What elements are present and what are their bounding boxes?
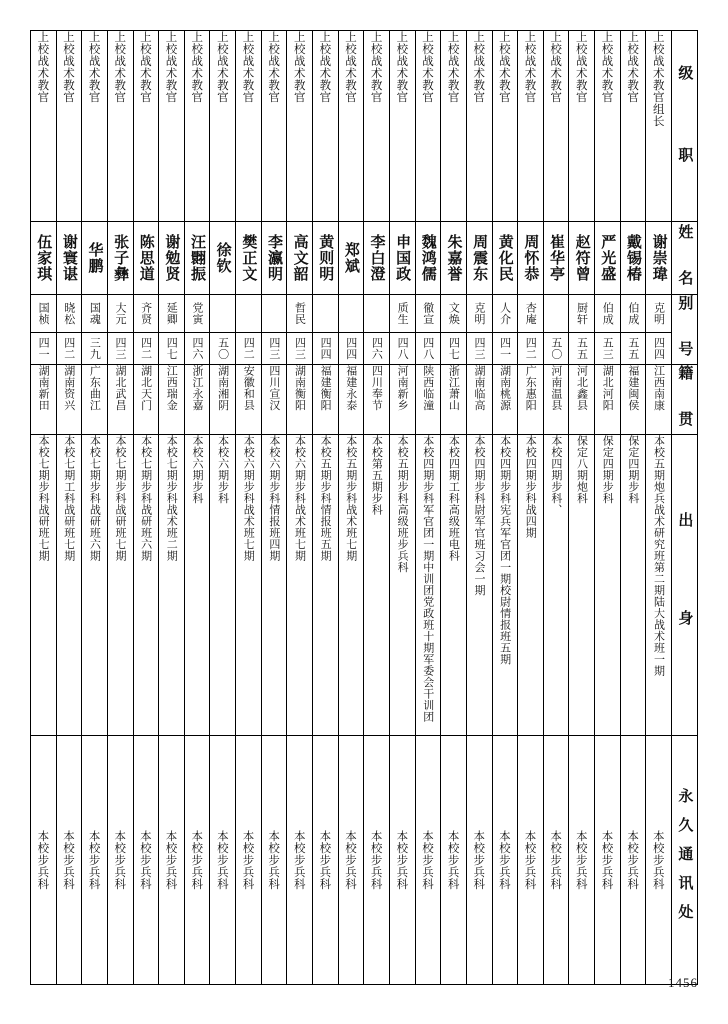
cell-rank: 上校战术教官: [543, 31, 569, 222]
cell-rank: 上校战术教官: [492, 31, 518, 222]
cell-rank: 上校战术教官: [56, 31, 82, 222]
table-row-name: [31, 222, 698, 295]
cell-origin: 本校七期步科战研班七期: [31, 435, 57, 736]
cell-name: 戴锡椿: [620, 222, 646, 295]
cell-alias: 人介: [492, 295, 518, 333]
cell-rank: 上校战术教官: [569, 31, 595, 222]
cell-alias: 徹宣: [415, 295, 441, 333]
cell-address: 本校步兵科: [415, 736, 441, 985]
cell-rank: 上校战术教官: [107, 31, 133, 222]
cell-origin: 本校七期工科战研班七期: [56, 435, 82, 736]
cell-age: 四三: [466, 333, 492, 365]
cell-age: 五五: [569, 333, 595, 365]
cell-address: 本校步兵科: [441, 736, 467, 985]
cell-native-place: 江西瑞金: [159, 365, 185, 435]
cell-name: 李瀛明: [261, 222, 287, 295]
cell-alias: [236, 295, 262, 333]
cell-name: 申国政: [389, 222, 415, 295]
cell-address: 本校步兵科: [82, 736, 108, 985]
cell-native-place: 湖南桃源: [492, 365, 518, 435]
cell-origin: 本校六期步科情报班四期: [261, 435, 287, 736]
cell-name: 周震东: [466, 222, 492, 295]
cell-name: 赵符曾: [569, 222, 595, 295]
cell-alias: 大元: [107, 295, 133, 333]
cell-alias: [364, 295, 390, 333]
cell-origin: 本校五期步科高级班步兵科: [389, 435, 415, 736]
cell-origin: 本校六期步科战术班七期: [236, 435, 262, 736]
cell-native-place: 湖南衡阳: [287, 365, 313, 435]
cell-alias: 国魂: [82, 295, 108, 333]
cell-origin: 本校四期步科宪兵军官团一期校尉情报班五期: [492, 435, 518, 736]
cell-rank: 上校战术教官: [338, 31, 364, 222]
cell-alias: 伯成: [620, 295, 646, 333]
cell-name: 魏鸿儒: [415, 222, 441, 295]
cell-native-place: 广东惠阳: [518, 365, 544, 435]
cell-name: 谢崇瑋: [646, 222, 672, 295]
cell-native-place: 湖南湘阴: [210, 365, 236, 435]
cell-address: 本校步兵科: [543, 736, 569, 985]
cell-age: 四三: [107, 333, 133, 365]
cell-age: 四七: [441, 333, 467, 365]
page-number: 1456: [668, 975, 698, 990]
cell-age: 三九: [82, 333, 108, 365]
cell-native-place: 湖南临高: [466, 365, 492, 435]
cell-alias: [261, 295, 287, 333]
cell-rank: 上校战术教官: [595, 31, 621, 222]
cell-name: 谢勉贤: [159, 222, 185, 295]
cell-rank: 上校战术教官: [466, 31, 492, 222]
cell-alias: 延卿: [159, 295, 185, 333]
cell-native-place: 河南温县: [543, 365, 569, 435]
cell-name: 黄化民: [492, 222, 518, 295]
header-origin: 出 身: [672, 435, 698, 736]
cell-address: 本校步兵科: [313, 736, 339, 985]
cell-name: 伍家琪: [31, 222, 57, 295]
cell-native-place: 福建衡阳: [313, 365, 339, 435]
cell-age: 四四: [313, 333, 339, 365]
cell-alias: [543, 295, 569, 333]
cell-age: 四二: [518, 333, 544, 365]
cell-age: 四一: [492, 333, 518, 365]
cell-name: 高文韶: [287, 222, 313, 295]
cell-alias: [338, 295, 364, 333]
cell-age: 四二: [133, 333, 159, 365]
cell-alias: 文焕: [441, 295, 467, 333]
cell-rank: 上校战术教官: [210, 31, 236, 222]
cell-name: 汪翾振: [184, 222, 210, 295]
cell-rank: 上校战术教官: [236, 31, 262, 222]
cell-origin: 本校四期步科战四期: [518, 435, 544, 736]
cell-age: 五三: [595, 333, 621, 365]
cell-rank: 上校战术教官: [415, 31, 441, 222]
cell-alias: 伯成: [595, 295, 621, 333]
cell-age: 四六: [184, 333, 210, 365]
cell-name: 徐钦: [210, 222, 236, 295]
cell-rank: 上校战术教官: [364, 31, 390, 222]
cell-name: 张子彝: [107, 222, 133, 295]
table-row-native: [31, 365, 698, 435]
table-row-age: [31, 333, 698, 365]
officer-roster-table: [30, 30, 698, 985]
header-address: 永久通讯处: [672, 736, 698, 985]
cell-native-place: 安徽和县: [236, 365, 262, 435]
cell-origin: 保定四期步科: [595, 435, 621, 736]
cell-rank: 上校战术教官: [82, 31, 108, 222]
cell-address: 本校步兵科: [56, 736, 82, 985]
cell-alias: 质生: [389, 295, 415, 333]
cell-origin: 本校四期步科尉军官班习会一期: [466, 435, 492, 736]
cell-rank: 上校战术教官: [287, 31, 313, 222]
header-native-place: 籍 贯: [672, 365, 698, 435]
cell-age: 四三: [287, 333, 313, 365]
cell-native-place: 福建闽侯: [620, 365, 646, 435]
cell-alias: 杏庵: [518, 295, 544, 333]
table-row-address: [31, 736, 698, 985]
cell-age: 四八: [389, 333, 415, 365]
cell-alias: [313, 295, 339, 333]
cell-address: 本校步兵科: [133, 736, 159, 985]
cell-rank: 上校战术教官: [31, 31, 57, 222]
cell-address: 本校步兵科: [389, 736, 415, 985]
cell-origin: 本校四期步科军官团一期中训团党政班十期军委会干训团: [415, 435, 441, 736]
cell-rank: 上校战术教官: [441, 31, 467, 222]
cell-name: 崔华亭: [543, 222, 569, 295]
cell-native-place: 湖北天门: [133, 365, 159, 435]
cell-address: 本校步兵科: [620, 736, 646, 985]
cell-alias: 党寅: [184, 295, 210, 333]
cell-name: 华鹏: [82, 222, 108, 295]
cell-native-place: 湖南资兴: [56, 365, 82, 435]
cell-address: 本校步兵科: [236, 736, 262, 985]
cell-address: 本校步兵科: [364, 736, 390, 985]
cell-name: 陈思道: [133, 222, 159, 295]
cell-origin: 本校六期步科: [184, 435, 210, 736]
cell-native-place: 福建永泰: [338, 365, 364, 435]
cell-origin: 保定八期炮科: [569, 435, 595, 736]
cell-address: 本校步兵科: [159, 736, 185, 985]
cell-age: 四四: [338, 333, 364, 365]
cell-rank: 上校战术教官: [159, 31, 185, 222]
cell-alias: 克明: [466, 295, 492, 333]
cell-origin: 本校五期步科战术班七期: [338, 435, 364, 736]
cell-alias: 国桢: [31, 295, 57, 333]
cell-native-place: 江西南康: [646, 365, 672, 435]
header-alias-age: 别 号: [672, 295, 698, 365]
cell-name: 严光盛: [595, 222, 621, 295]
cell-age: 五五: [620, 333, 646, 365]
cell-native-place: 湖北河阳: [595, 365, 621, 435]
cell-alias: 厨轩: [569, 295, 595, 333]
cell-age: 四七: [159, 333, 185, 365]
cell-rank: 上校战术教官: [389, 31, 415, 222]
cell-name: 谢寰谌: [56, 222, 82, 295]
cell-native-place: 浙江萧山: [441, 365, 467, 435]
cell-alias: 克明: [646, 295, 672, 333]
cell-origin: 本校六期步科战术班七期: [287, 435, 313, 736]
cell-native-place: 河北鑫县: [569, 365, 595, 435]
cell-address: 本校步兵科: [31, 736, 57, 985]
cell-address: 本校步兵科: [646, 736, 672, 985]
cell-address: 本校步兵科: [107, 736, 133, 985]
table-row-origin: [31, 435, 698, 736]
cell-rank: 上校战术教官组长: [646, 31, 672, 222]
cell-address: 本校步兵科: [184, 736, 210, 985]
cell-age: 四八: [415, 333, 441, 365]
cell-alias: 晓松: [56, 295, 82, 333]
cell-rank: 上校战术教官: [133, 31, 159, 222]
cell-age: 四六: [364, 333, 390, 365]
cell-address: 本校步兵科: [595, 736, 621, 985]
cell-address: 本校步兵科: [466, 736, 492, 985]
cell-name: 黄则明: [313, 222, 339, 295]
cell-address: 本校步兵科: [261, 736, 287, 985]
cell-native-place: 四川奉节: [364, 365, 390, 435]
cell-name: 郑斌: [338, 222, 364, 295]
cell-name: 李白澄: [364, 222, 390, 295]
cell-alias: 齐贤: [133, 295, 159, 333]
cell-native-place: 陕西临潼: [415, 365, 441, 435]
cell-origin: 本校七期步科战研班七期: [107, 435, 133, 736]
cell-origin: 本校四期步科、: [543, 435, 569, 736]
header-name: 姓 名: [672, 222, 698, 295]
cell-origin: 本校七期步科战术班二期: [159, 435, 185, 736]
cell-address: 本校步兵科: [518, 736, 544, 985]
cell-address: 本校步兵科: [338, 736, 364, 985]
cell-origin: 保定四期步科: [620, 435, 646, 736]
cell-age: 四一: [31, 333, 57, 365]
header-rank: 级 职: [672, 31, 698, 222]
cell-rank: 上校战术教官: [184, 31, 210, 222]
cell-age: 四二: [56, 333, 82, 365]
cell-origin: 本校六期步科: [210, 435, 236, 736]
cell-native-place: 河南新乡: [389, 365, 415, 435]
cell-native-place: 湖北武昌: [107, 365, 133, 435]
cell-age: 五〇: [210, 333, 236, 365]
cell-rank: 上校战术教官: [518, 31, 544, 222]
cell-age: 五〇: [543, 333, 569, 365]
cell-name: 朱嘉誉: [441, 222, 467, 295]
cell-alias: [210, 295, 236, 333]
cell-address: 本校步兵科: [569, 736, 595, 985]
table-row-alias: [31, 295, 698, 333]
cell-native-place: 湖南新田: [31, 365, 57, 435]
cell-rank: 上校战术教官: [313, 31, 339, 222]
cell-age: 四三: [261, 333, 287, 365]
cell-age: 四二: [236, 333, 262, 365]
cell-native-place: 四川宣汉: [261, 365, 287, 435]
cell-name: 樊正文: [236, 222, 262, 295]
cell-native-place: 广东曲江: [82, 365, 108, 435]
cell-origin: 本校七期步科战研班六期: [133, 435, 159, 736]
table-row-rank: [31, 31, 698, 222]
cell-origin: 本校七期步科战研班六期: [82, 435, 108, 736]
cell-rank: 上校战术教官: [261, 31, 287, 222]
cell-alias: 哲民: [287, 295, 313, 333]
cell-origin: 本校第五期步科: [364, 435, 390, 736]
cell-origin: 本校五期炮兵战术研究班第二期陆大战术班一期: [646, 435, 672, 736]
cell-address: 本校步兵科: [287, 736, 313, 985]
cell-origin: 本校四期工科高级班电科: [441, 435, 467, 736]
cell-address: 本校步兵科: [210, 736, 236, 985]
cell-rank: 上校战术教官: [620, 31, 646, 222]
cell-address: 本校步兵科: [492, 736, 518, 985]
cell-native-place: 浙江永嘉: [184, 365, 210, 435]
cell-origin: 本校五期步科情报班五期: [313, 435, 339, 736]
cell-age: 四四: [646, 333, 672, 365]
cell-name: 周怀恭: [518, 222, 544, 295]
